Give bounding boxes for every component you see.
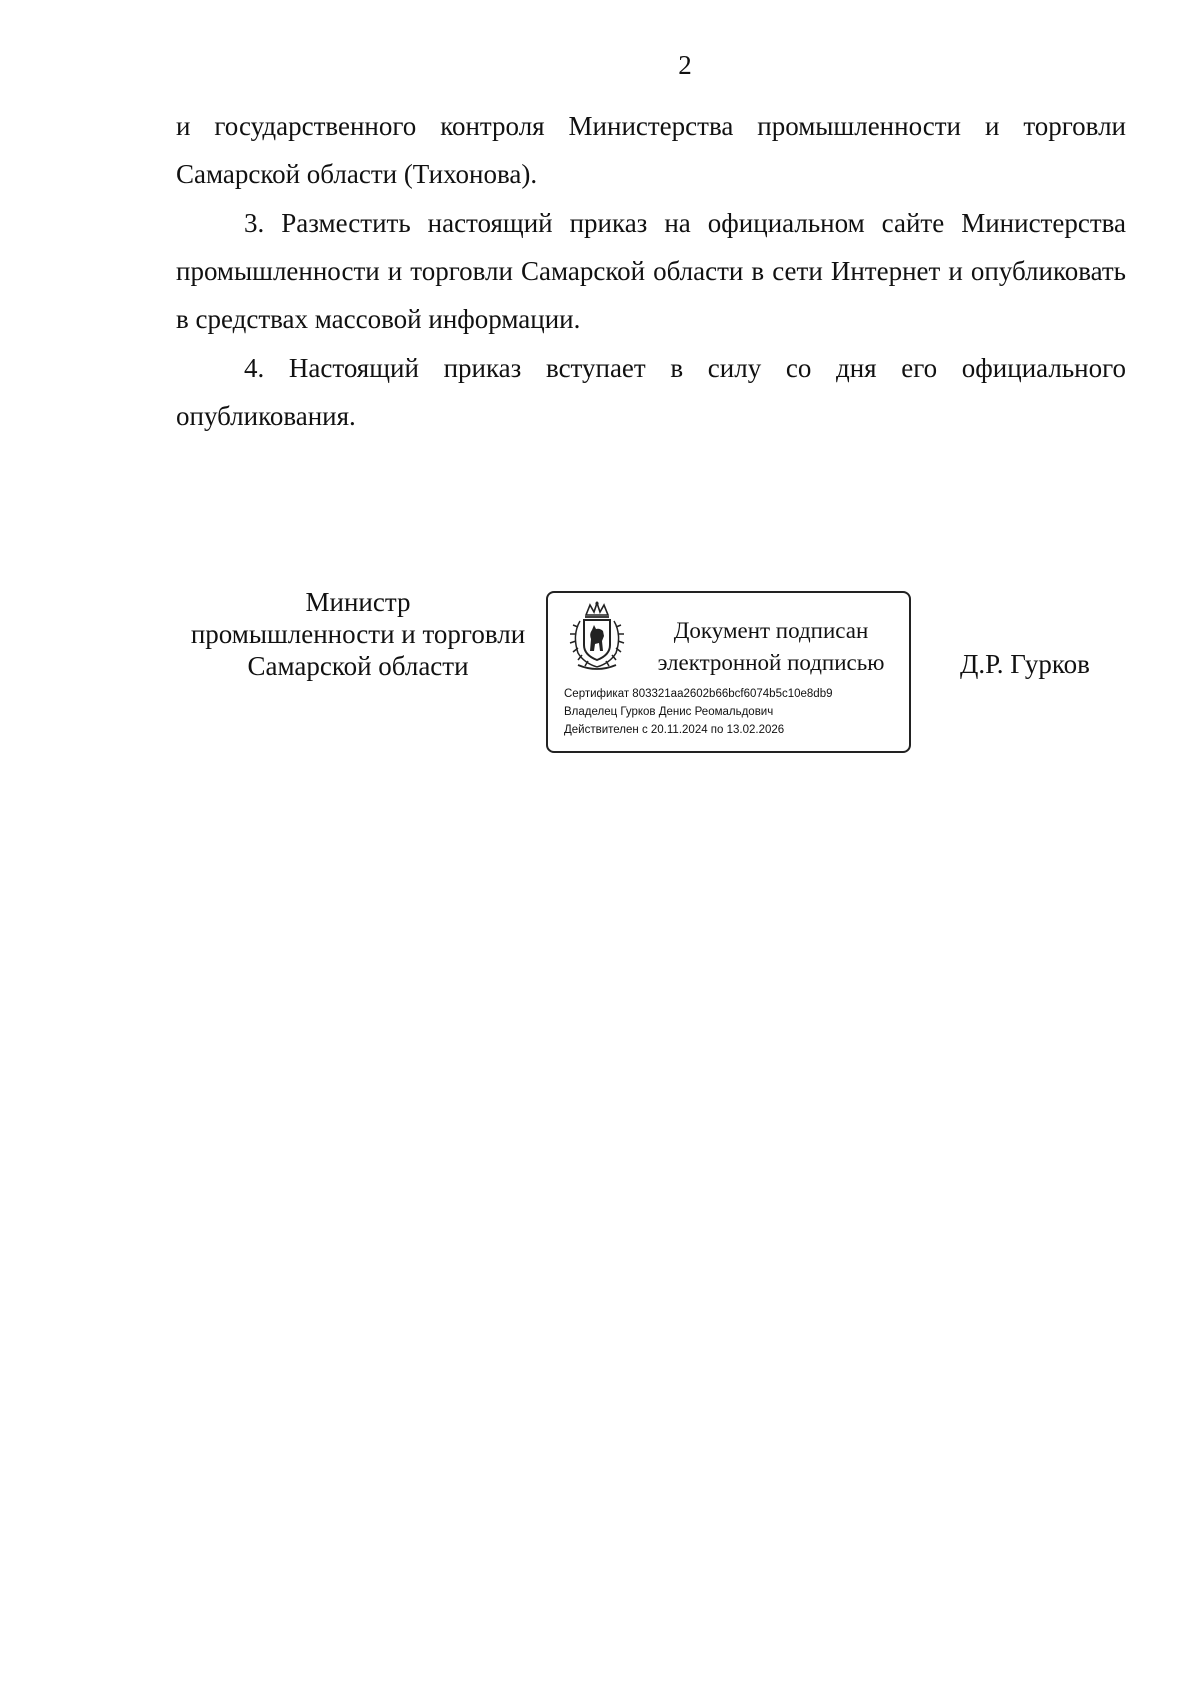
signer-name: Д.Р. Гурков	[960, 649, 1090, 679]
signer-title-line: промышленности и торговли	[190, 619, 526, 649]
document-body	[176, 102, 1126, 440]
signer-title	[176, 586, 540, 682]
electronic-signature-stamp	[546, 591, 911, 753]
coat-of-arms-icon	[564, 601, 630, 671]
stamp-heading-line: Документ подписан	[673, 618, 869, 643]
stamp-heading-line: электронной подписью	[657, 650, 885, 675]
paragraph-3: 3. Разместить настоящий приказ на официальном сайте Министерства промышленности и торговли Самарской области в сети Интернет и опубликовать в средствах массовой информации.	[176, 208, 1126, 334]
paragraph-continuation: и государственного контроля Министерства промышленности и торговли Самарской области (Тихонова).	[176, 111, 1126, 189]
stamp-heading	[646, 615, 896, 679]
certificate-owner: Владелец Гурков Денис Реомальдович	[564, 706, 774, 718]
stamp-details	[564, 685, 904, 739]
certificate-number: Сертификат 803321aa2602b66bcf6074b5c10e8db9	[564, 688, 833, 700]
page-number: 2	[678, 50, 692, 80]
certificate-validity: Действителен с 20.11.2024 по 13.02.2026	[564, 724, 785, 736]
paragraph-4: 4. Настоящий приказ вступает в силу со дня его официального опубликования.	[176, 353, 1126, 431]
signer-title-line: Самарской области	[247, 651, 469, 681]
signer-title-line: Министр	[305, 587, 411, 617]
